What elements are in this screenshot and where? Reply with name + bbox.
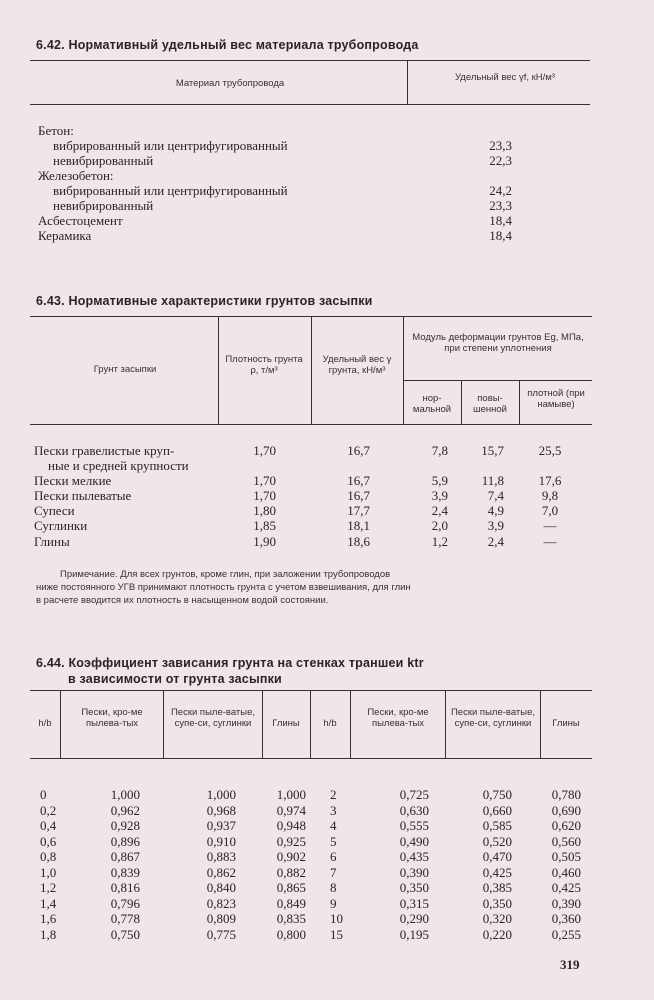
table-643-header-high: повы-шенной	[473, 393, 507, 415]
table-642-header-weight: Удельный вес γf, кН/м³	[455, 72, 555, 83]
hb-value: 0	[40, 787, 47, 802]
header-silt-right: Пески пыле-ватые, супе-си, суглинки	[450, 707, 536, 729]
soil-weight-value: 16,7	[347, 488, 370, 503]
header-hb-right: h/b	[323, 718, 337, 729]
coef-clay-value: 0,460	[551, 864, 581, 880]
coef-silt-value: 0,585	[482, 818, 512, 833]
table-644-title-line-1: 6.44. Коэффициент зависания грунта на стенках траншеи ktr	[36, 656, 424, 670]
coef-sand-value: 0,555	[399, 818, 429, 833]
coef-silt-value: 0,750	[482, 787, 512, 802]
coef-silt-value: 0,840	[206, 880, 236, 895]
material-name: Железобетон:	[38, 168, 114, 183]
modulus-high-value: 11,8	[481, 473, 504, 488]
soil-name: Суглинки	[34, 518, 88, 533]
table-643-title: 6.43. Нормативные характеристики грунтов засыпки	[36, 294, 373, 308]
coef-clay-value: 0,780	[551, 787, 581, 802]
soil-weight-value: 18,6	[347, 534, 370, 549]
hb-value: 1,2	[40, 880, 57, 895]
material-name: вибрированный или центрифугированный	[53, 138, 288, 153]
modulus-dense-value: 7,0	[541, 503, 559, 518]
coef-silt-value: 0,470	[482, 849, 512, 864]
coef-silt-value: 0,385	[482, 880, 512, 895]
material-name: невибрированный	[53, 198, 154, 213]
coef-clay-value: 0,690	[551, 802, 581, 818]
table-643-header-rule	[30, 424, 592, 425]
table-643-note-line-1: Примечание. Для всех грунтов, кроме глин, при заложении трубопроводов	[60, 569, 391, 580]
material-weight-value: 22,3	[489, 153, 512, 168]
coef-silt-value: 0,220	[482, 926, 512, 942]
table-643-header-soil: Грунт засыпки	[93, 364, 157, 375]
table-643-divider-5	[519, 380, 520, 424]
coef-silt-value: 0,883	[206, 849, 236, 864]
modulus-dense-value: 25,5	[538, 443, 562, 458]
table-644-top-rule	[30, 690, 592, 691]
modulus-high-value: 3,9	[487, 518, 504, 533]
coef-sand-value: 0,867	[110, 849, 140, 864]
table-642-header-rule	[30, 104, 590, 105]
coef-clay-value: 0,560	[551, 833, 581, 849]
coef-silt-value: 0,968	[206, 802, 236, 818]
modulus-dense-value: —	[543, 518, 557, 533]
modulus-normal-value: 2,4	[431, 503, 448, 518]
coef-clay-value: 0,925	[276, 833, 306, 849]
material-weight-value: 23,3	[489, 138, 512, 153]
table-643-header-modulus: Модуль деформации грунтов Eg, МПа, при степени уплотнения	[412, 332, 584, 354]
table-644-column-divider	[163, 690, 164, 758]
table-644-column-divider	[60, 690, 61, 758]
coef-silt-value: 0,823	[206, 895, 236, 911]
coef-sand-value: 0,928	[110, 818, 140, 833]
table-643-header-weight: Удельный вес γ грунта, кН/м³	[322, 354, 392, 376]
table-643-note-line-2: ниже постоянного УГВ принимают плотность грунта с учетом взвешивания, для глин	[36, 582, 411, 593]
coef-sand-value: 0,435	[399, 849, 429, 864]
coef-clay-value: 0,390	[551, 895, 581, 911]
modulus-high-value: 4,9	[487, 503, 504, 518]
table-643-note-line-3: в расчете вводится их плотность в насыщенном водой состоянии.	[36, 595, 329, 606]
table-643-divider-3	[403, 316, 404, 424]
header-clay-left: Глины	[272, 718, 300, 729]
soil-density-value: 1,85	[253, 518, 276, 533]
soil-weight-value: 16,7	[347, 443, 370, 458]
coef-silt-value: 0,425	[482, 864, 512, 880]
soil-name-continued: ные и средней крупности	[48, 458, 189, 473]
table-642-title: 6.42. Нормативный удельный вес материала трубопровода	[36, 38, 419, 52]
material-name: невибрированный	[53, 153, 154, 168]
page-number: 319	[560, 957, 580, 972]
soil-density-value: 1,70	[253, 443, 276, 458]
material-name: вибрированный или центрифугированный	[53, 183, 288, 198]
coef-clay-value: 0,800	[276, 926, 306, 942]
table-644-column-divider	[445, 690, 446, 758]
hb-value: 1,4	[40, 895, 57, 911]
coef-clay-value: 0,902	[276, 849, 306, 864]
hb-value: 1,8	[40, 926, 57, 942]
coef-silt-value: 1,000	[206, 787, 236, 802]
hb-value: 1,6	[40, 911, 57, 926]
modulus-normal-value: 5,9	[431, 473, 448, 488]
hb-value: 0,6	[40, 833, 57, 849]
coef-clay-value: 1,000	[276, 787, 306, 802]
coef-silt-value: 0,320	[482, 911, 512, 926]
coef-sand-value: 0,778	[110, 911, 140, 926]
material-weight-value: 23,3	[489, 198, 512, 213]
coef-sand-value: 0,390	[399, 864, 429, 880]
header-sand-left: Пески, кро-ме пылева-тых	[81, 707, 143, 729]
table-643-header-dense: плотной (при намыве)	[527, 388, 585, 410]
material-weight-value: 18,4	[489, 213, 512, 228]
material-weight-value: 18,4	[489, 228, 512, 243]
soil-density-value: 1,70	[253, 488, 276, 503]
soil-name: Глины	[34, 534, 70, 549]
coef-sand-value: 0,962	[110, 802, 140, 818]
hb-value: 5	[330, 833, 337, 849]
modulus-high-value: 2,4	[487, 534, 504, 549]
coef-sand-value: 0,750	[110, 926, 140, 942]
coef-sand-value: 0,315	[399, 895, 429, 911]
table-642-header-material: Материал трубопровода	[175, 78, 285, 89]
table-644-column-divider	[350, 690, 351, 758]
header-silt-left: Пески пыле-ватые, супе-си, суглинки	[170, 707, 256, 729]
coef-clay-value: 0,505	[551, 849, 581, 864]
modulus-dense-value: 17,6	[538, 473, 562, 488]
coef-clay-value: 0,882	[276, 864, 306, 880]
table-643-divider-2	[311, 316, 312, 424]
modulus-high-value: 15,7	[481, 443, 504, 458]
hb-value: 10	[330, 911, 343, 926]
soil-name: Пески гравелистые круп-	[34, 443, 175, 458]
coef-clay-value: 0,620	[551, 818, 581, 833]
soil-density-value: 1,70	[253, 473, 276, 488]
coef-clay-value: 0,849	[276, 895, 306, 911]
hb-value: 0,4	[40, 818, 57, 833]
modulus-normal-value: 3,9	[431, 488, 448, 503]
table-644-header-rule	[30, 758, 592, 759]
table-643-header-normal: нор-мальной	[412, 393, 452, 415]
table-643-subheader-rule	[403, 380, 592, 381]
hb-value: 0,8	[40, 849, 57, 864]
hb-value: 1,0	[40, 864, 57, 880]
hb-value: 8	[330, 880, 337, 895]
soil-weight-value: 16,7	[347, 473, 370, 488]
soil-name: Пески мелкие	[34, 473, 112, 488]
coef-clay-value: 0,865	[276, 880, 306, 895]
soil-weight-value: 18,1	[347, 518, 370, 533]
material-weight-value: 24,2	[489, 183, 512, 198]
hb-value: 2	[330, 787, 337, 802]
coef-sand-value: 0,490	[399, 833, 429, 849]
modulus-dense-value: —	[543, 534, 557, 549]
coef-silt-value: 0,660	[482, 802, 512, 818]
modulus-normal-value: 1,2	[431, 534, 448, 549]
coef-sand-value: 0,195	[399, 926, 429, 942]
soil-weight-value: 17,7	[347, 503, 370, 518]
hb-value: 9	[330, 895, 337, 911]
hb-value: 7	[330, 864, 337, 880]
coef-clay-value: 0,835	[276, 911, 306, 926]
soil-density-value: 1,90	[253, 534, 276, 549]
coef-silt-value: 0,350	[482, 895, 512, 911]
modulus-high-value: 7,4	[487, 488, 504, 503]
material-name: Бетон:	[38, 123, 74, 138]
soil-name: Пески пылеватые	[34, 488, 132, 503]
header-sand-right: Пески, кро-ме пылева-тых	[367, 707, 429, 729]
hb-value: 0,2	[40, 802, 57, 818]
coef-silt-value: 0,809	[206, 911, 236, 926]
modulus-normal-value: 2,0	[431, 518, 448, 533]
coef-sand-value: 0,290	[399, 911, 429, 926]
coef-sand-value: 0,816	[110, 880, 140, 895]
table-643-divider-4	[461, 380, 462, 424]
table-643-divider-1	[218, 316, 219, 424]
coef-clay-value: 0,974	[276, 802, 306, 818]
table-643-header-density: Плотность грунта ρ, т/м³	[225, 354, 303, 376]
coef-sand-value: 0,896	[110, 833, 140, 849]
coef-clay-value: 0,948	[276, 818, 306, 833]
coef-silt-value: 0,862	[206, 864, 236, 880]
material-name: Асбестоцемент	[38, 213, 123, 228]
coef-clay-value: 0,425	[551, 880, 581, 895]
coef-clay-value: 0,360	[551, 911, 581, 926]
table-642-column-divider	[407, 60, 408, 104]
coef-sand-value: 0,796	[110, 895, 140, 911]
soil-name: Супеси	[34, 503, 75, 518]
coef-silt-value: 0,775	[206, 926, 236, 942]
material-name: Керамика	[38, 228, 92, 243]
coef-silt-value: 0,937	[206, 818, 236, 833]
coef-sand-value: 0,725	[399, 787, 429, 802]
hb-value: 4	[330, 818, 337, 833]
coef-clay-value: 0,255	[551, 926, 581, 942]
hb-value: 15	[330, 926, 343, 942]
coef-sand-value: 1,000	[110, 787, 140, 802]
coef-silt-value: 0,520	[482, 833, 512, 849]
modulus-normal-value: 7,8	[431, 443, 448, 458]
hb-value: 6	[330, 849, 337, 864]
coef-sand-value: 0,350	[399, 880, 429, 895]
header-hb-left: h/b	[38, 718, 52, 729]
table-644-title-line-2: в зависимости от грунта засыпки	[68, 672, 282, 686]
soil-density-value: 1,80	[253, 503, 276, 518]
coef-silt-value: 0,910	[206, 833, 236, 849]
modulus-dense-value: 9,8	[541, 488, 559, 503]
coef-sand-value: 0,630	[399, 802, 429, 818]
table-642-top-rule	[30, 60, 590, 61]
hb-value: 3	[330, 802, 337, 818]
coef-sand-value: 0,839	[110, 864, 140, 880]
header-clay-right: Глины	[552, 718, 580, 729]
